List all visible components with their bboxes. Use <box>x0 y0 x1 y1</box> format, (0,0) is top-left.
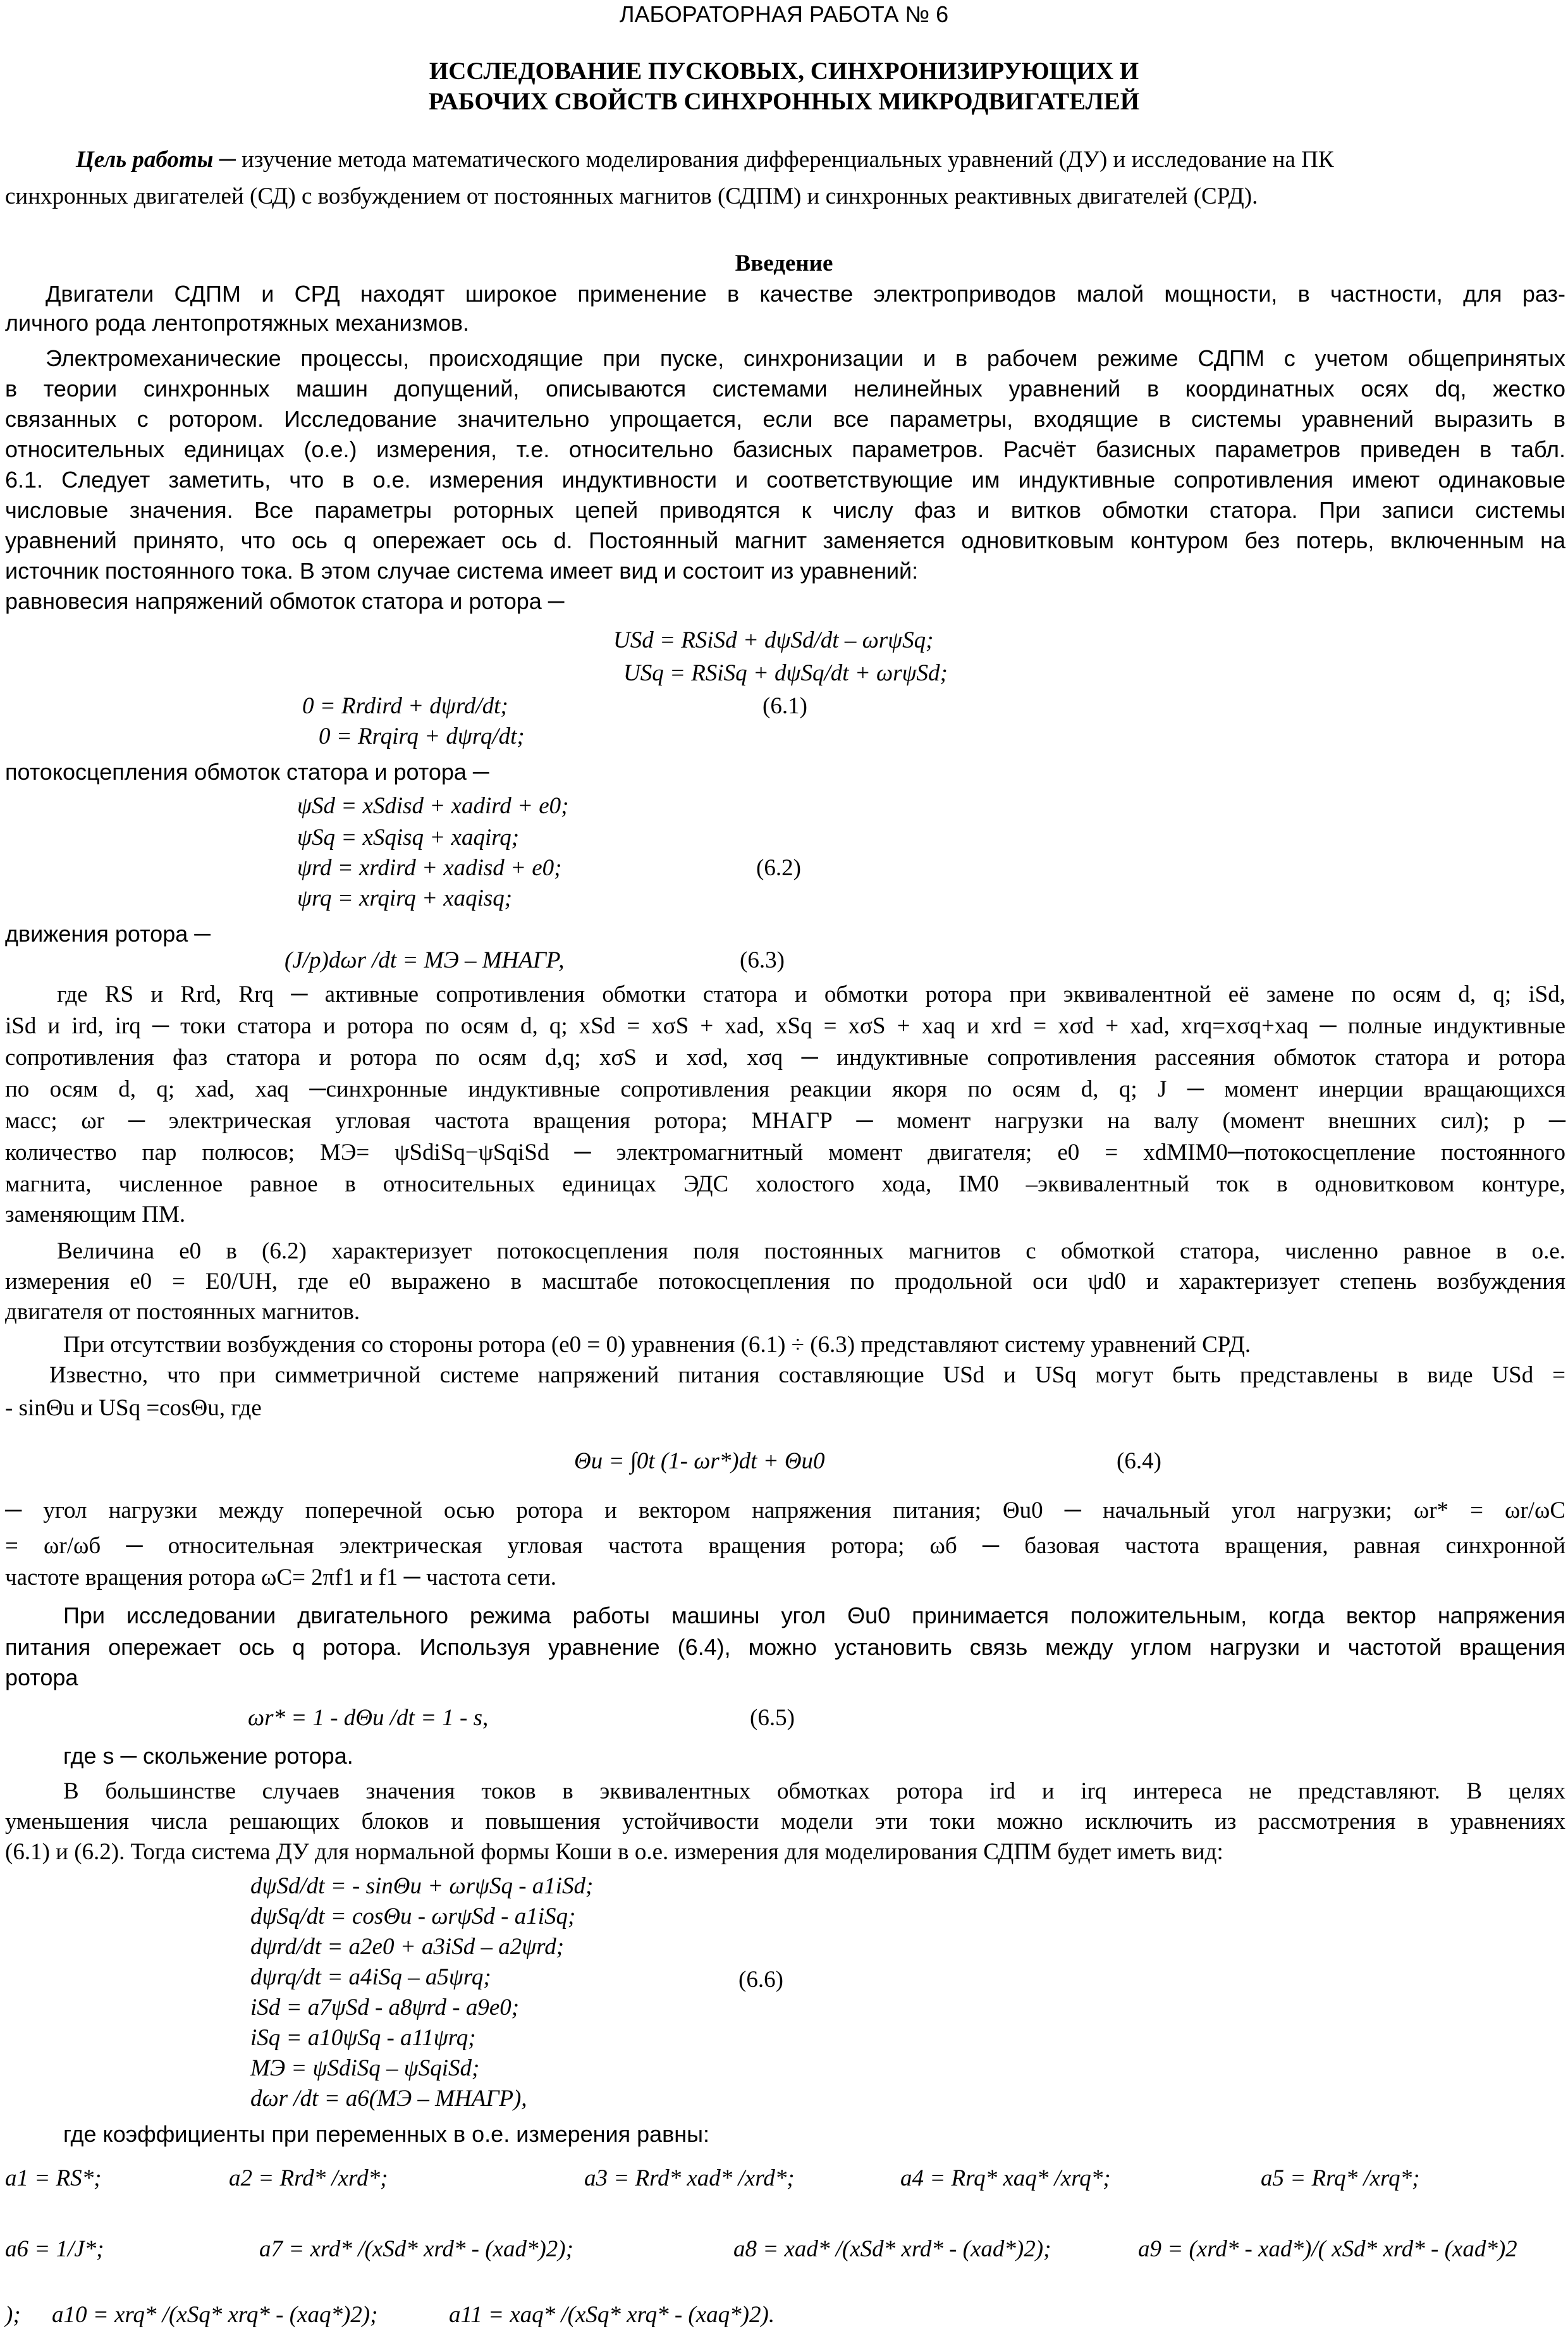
p9-line-2: уменьшения числа решающих блоков и повышения устойчивости модели эти токи можно исключить из рассмотрения в уравнениях <box>5 1809 1565 1835</box>
coef-intro: где коэффициенты при переменных в о.е. измерения равны: <box>63 2121 710 2147</box>
eq-6-2-b: ψSq = xSqisq + xaqirq; <box>297 825 520 851</box>
eq-6-2-a: ψSd = xSdisd + xadird + e0; <box>297 793 569 819</box>
eq-6-1-b: USq = RSiSq + dψSq/dt + ωrψSd; <box>623 660 948 686</box>
eq-6-6-row: iSq = a10ψSq - a11ψrq; <box>250 2025 476 2051</box>
coef-a5: a5 = Rrq* /xrq*; <box>1261 2165 1420 2191</box>
p2-line-4: относительных единицах (о.е.) измерения, т.е. относительно базисных параметров. Расчёт базисных параметров приведен в табл. <box>5 436 1565 462</box>
eq-6-5-number: (6.5) <box>750 1705 795 1731</box>
eq-6-5: ωr* = 1 - dΘu /dt = 1 - s, <box>248 1705 489 1731</box>
goal-label: Цель работы <box>76 147 214 173</box>
p7-line-3: ротора <box>5 1664 78 1690</box>
where1-line-7: магнита, численное равное в относительных единицах ЭДС холостого хода, IM0 –эквивалентный ток в одновитковом контуре, <box>5 1171 1565 1197</box>
lab-number: ЛАБОРАТОРНАЯ РАБОТА № 6 <box>619 1 949 27</box>
eq-6-6-row: dψSd/dt = - sinΘu + ωrψSq - a1iSd; <box>250 1873 594 1899</box>
eq-6-6-row: dψrq/dt = a4iSq – a5ψrq; <box>250 1964 491 1990</box>
p2-line-2: в теории синхронных машин допущений, описываются системами нелинейных уравнений в координатных осях dq, жестко <box>5 376 1565 402</box>
where1-line-2: iSd и ird, irq ─ токи статора и ротора по осям d, q; xSd = xσS + xad, xSq = xσS + xaq и xrd = xσd + xad, xrq=xσq+xaq ─ полные индуктивные <box>5 1013 1565 1039</box>
eq-6-1-a: USd = RSiSd + dψSd/dt – ωrψSq; <box>613 627 934 653</box>
p3-line-3: двигателя от постоянных магнитов. <box>5 1299 360 1325</box>
eq-6-3-number: (6.3) <box>740 947 785 973</box>
title-line-2: РАБОЧИХ СВОЙСТВ СИНХРОННЫХ МИКРОДВИГАТЕЛЕЙ <box>428 88 1140 115</box>
p2-line-7: уравнений принято, что ось q опережает ось d. Постоянный магнит заменяется одновитковым контуром без потерь, включенным на <box>5 527 1565 553</box>
p6-line-1: ─ угол нагрузки между поперечной осью ротора и вектором напряжения питания; Θu0 ─ начальный угол нагрузки; ωr* = ωr/ωC <box>5 1497 1565 1523</box>
p3-line-2: измерения e0 = E0/UН, где e0 выражено в масштабе потокосцепления по продольной оси ψd0 и характеризует степень возбуждения <box>5 1269 1565 1294</box>
eq-6-6-row: dψrd/dt = a2e0 + a3iSd – a2ψrd; <box>250 1934 565 1960</box>
where1-line-4: по осям d, q; xad, xaq ─синхронные индуктивные сопротивления реакции якоря по осям d, q; J ─ момент инерции вращающихся <box>5 1076 1565 1102</box>
goal-line-1: Цель работы ─ изучение метода математического моделирования дифференциальных уравнений (ДУ) и исследование на ПК <box>76 147 1334 173</box>
eq-intro-motion: движения ротора ─ <box>5 921 211 947</box>
coef-a2: a2 = Rrd* /xrd*; <box>229 2165 388 2191</box>
p6-line-2: = ωr/ωб ─ относительная электрическая угловая частота вращения ротора; ωб ─ базовая частота вращения, равная синхронной <box>5 1533 1565 1559</box>
p5-line-2: - sinΘu и USq =cosΘu, где <box>5 1395 262 1421</box>
p2-line-8: источник постоянного тока. В этом случае система имеет вид и состоит из уравнений: <box>5 558 919 584</box>
coef-a9-close: ); <box>5 2302 21 2328</box>
coef-a6: a6 = 1/J*; <box>5 2236 104 2262</box>
p1-line-2: личного рода лентопротяжных механизмов. <box>5 310 469 336</box>
where1-line-5: масс; ωr ─ электрическая угловая частота вращения ротора; MНАГР ─ момент нагрузки на валу (момент внешних сил); p ─ <box>5 1108 1565 1134</box>
eq-6-2-number: (6.2) <box>756 855 801 881</box>
coef-a11: a11 = xaq* /(xSq* xrq* - (xaq*)2). <box>449 2302 775 2328</box>
goal-line-2: синхронных двигателей (СД) с возбуждением от постоянных магнитов (СДПМ) и синхронных реактивных двигателей (СРД). <box>5 183 1258 209</box>
coef-a3: a3 = Rrd* xad* /xrd*; <box>584 2165 795 2191</box>
eq-6-6-number: (6.6) <box>738 1967 783 1993</box>
eq-6-2-d: ψrq = xrqirq + xaqisq; <box>297 885 513 911</box>
eq-6-1-number: (6.1) <box>763 693 807 719</box>
p9-line-3: (6.1) и (6.2). Тогда система ДУ для нормальной формы Коши в о.е. измерения для моделирования СДПМ будет иметь вид: <box>5 1839 1223 1865</box>
p8: где s ─ скольжение ротора. <box>63 1743 353 1769</box>
p5-line-1: Известно, что при симметричной системе напряжений питания составляющие USd и USq могут быть представлены в виде USd = <box>49 1362 1565 1388</box>
eq-6-6-row: dψSq/dt = cosΘu - ωrψSd - a1iSq; <box>250 1903 576 1929</box>
coef-a1: a1 = RS*; <box>5 2165 102 2191</box>
eq-intro-flux: потокосцепления обмоток статора и ротора ─ <box>5 759 489 785</box>
where1-line-6: количество пар полюсов; MЭ= ψSdiSq−ψSqiSd ─ электромагнитный момент двигателя; e0 = xdMIM0─потокосцепление постоянного <box>5 1140 1565 1165</box>
p9-line-1: В большинстве случаев значения токов в эквивалентных обмотках ротора ird и irq интереса не представляют. В целях <box>63 1778 1565 1804</box>
eq-6-1-c: 0 = Rrdird + dψrd/dt; <box>302 693 508 719</box>
coef-a7: a7 = xrd* /(xSd* xrd* - (xad*)2); <box>259 2236 573 2262</box>
coef-a4: a4 = Rrq* xaq* /xrq*; <box>900 2165 1111 2191</box>
eq-6-6-row: MЭ = ψSdiSq – ψSqiSd; <box>250 2055 480 2081</box>
where1-line-3: сопротивления фаз статора и ротора по осям d,q; xσS и xσd, xσq ─ индуктивные сопротивления рассеяния обмоток статора и ротора <box>5 1045 1565 1071</box>
eq-6-3: (J/p)dωr /dt = MЭ – MНАГР, <box>285 947 565 973</box>
eq-6-1-d: 0 = Rrqirq + dψrq/dt; <box>319 723 525 749</box>
eq-6-4: Θu = ∫0t (1- ωr*)dt + Θu0 <box>574 1448 825 1474</box>
eq-intro-voltage: равновесия напряжений обмоток статора и ротора ─ <box>5 588 565 614</box>
p2-line-3: связанных с ротором. Исследование значительно упрощается, если все параметры, входящие в системы уравнений выразить в <box>5 406 1565 432</box>
coef-a8: a8 = xad* /(xSd* xrd* - (xad*)2); <box>733 2236 1051 2262</box>
coef-a10: a10 = xrq* /(xSq* xrq* - (xaq*)2); <box>52 2302 378 2328</box>
coef-a9: a9 = (xrd* - xad*)/( xSd* xrd* - (xad*)2 <box>1138 2236 1517 2262</box>
title-line-1: ИССЛЕДОВАНИЕ ПУСКОВЫХ, СИНХРОНИЗИРУЮЩИХ И <box>429 58 1139 85</box>
p7-line-2: питания опережает ось q ротора. Используя уравнение (6.4), можно установить связь между углом нагрузки и частотой вращения <box>5 1634 1565 1660</box>
intro-heading: Введение <box>735 250 833 276</box>
p2-line-6: числовые значения. Все параметры роторных цепей приводятся к числу фаз и витков обмотки статора. При записи системы <box>5 497 1565 523</box>
p2-line-5: 6.1. Следует заметить, что в о.е. измерения индуктивности и соответствующие им индуктивные сопротивления имеют одинаковые <box>5 467 1565 493</box>
eq-6-6-row: dωr /dt = a6(MЭ – MНАГР), <box>250 2086 527 2112</box>
p2-line-1: Электромеханические процессы, происходящие при пуске, синхронизации и в рабочем режиме СДПМ с учетом общепринятых <box>46 345 1565 371</box>
eq-6-4-number: (6.4) <box>1117 1448 1161 1474</box>
p4: При отсутствии возбуждения со стороны ротора (e0 = 0) уравнения (6.1) ÷ (6.3) представляют систему уравнений СРД. <box>63 1332 1251 1358</box>
p3-line-1: Величина e0 в (6.2) характеризует потокосцепления поля постоянных магнитов с обмоткой статора, численно равное в о.е. <box>57 1238 1565 1264</box>
p1-line-1: Двигатели СДПМ и СРД находят широкое применение в качестве электроприводов малой мощности, в частности, для раз- <box>46 281 1565 307</box>
p6-line-3: частоте вращения ротора ωC= 2πf1 и f1 ─ частота сети. <box>5 1565 556 1590</box>
where1-line-1: где RS и Rrd, Rrq ─ активные сопротивления обмотки статора и обмотки ротора при эквивалентной её замене по осям d, q; iSd, <box>57 981 1565 1007</box>
eq-6-6-row: iSd = a7ψSd - a8ψrd - a9e0; <box>250 1995 520 2020</box>
eq-6-2-c: ψrd = xrdird + xadisd + e0; <box>297 855 562 881</box>
p7-line-1: При исследовании двигательного режима работы машины угол Θu0 принимается положительным, когда вектор напряжения <box>63 1602 1565 1628</box>
where1-line-8: заменяющим ПМ. <box>5 1202 186 1227</box>
